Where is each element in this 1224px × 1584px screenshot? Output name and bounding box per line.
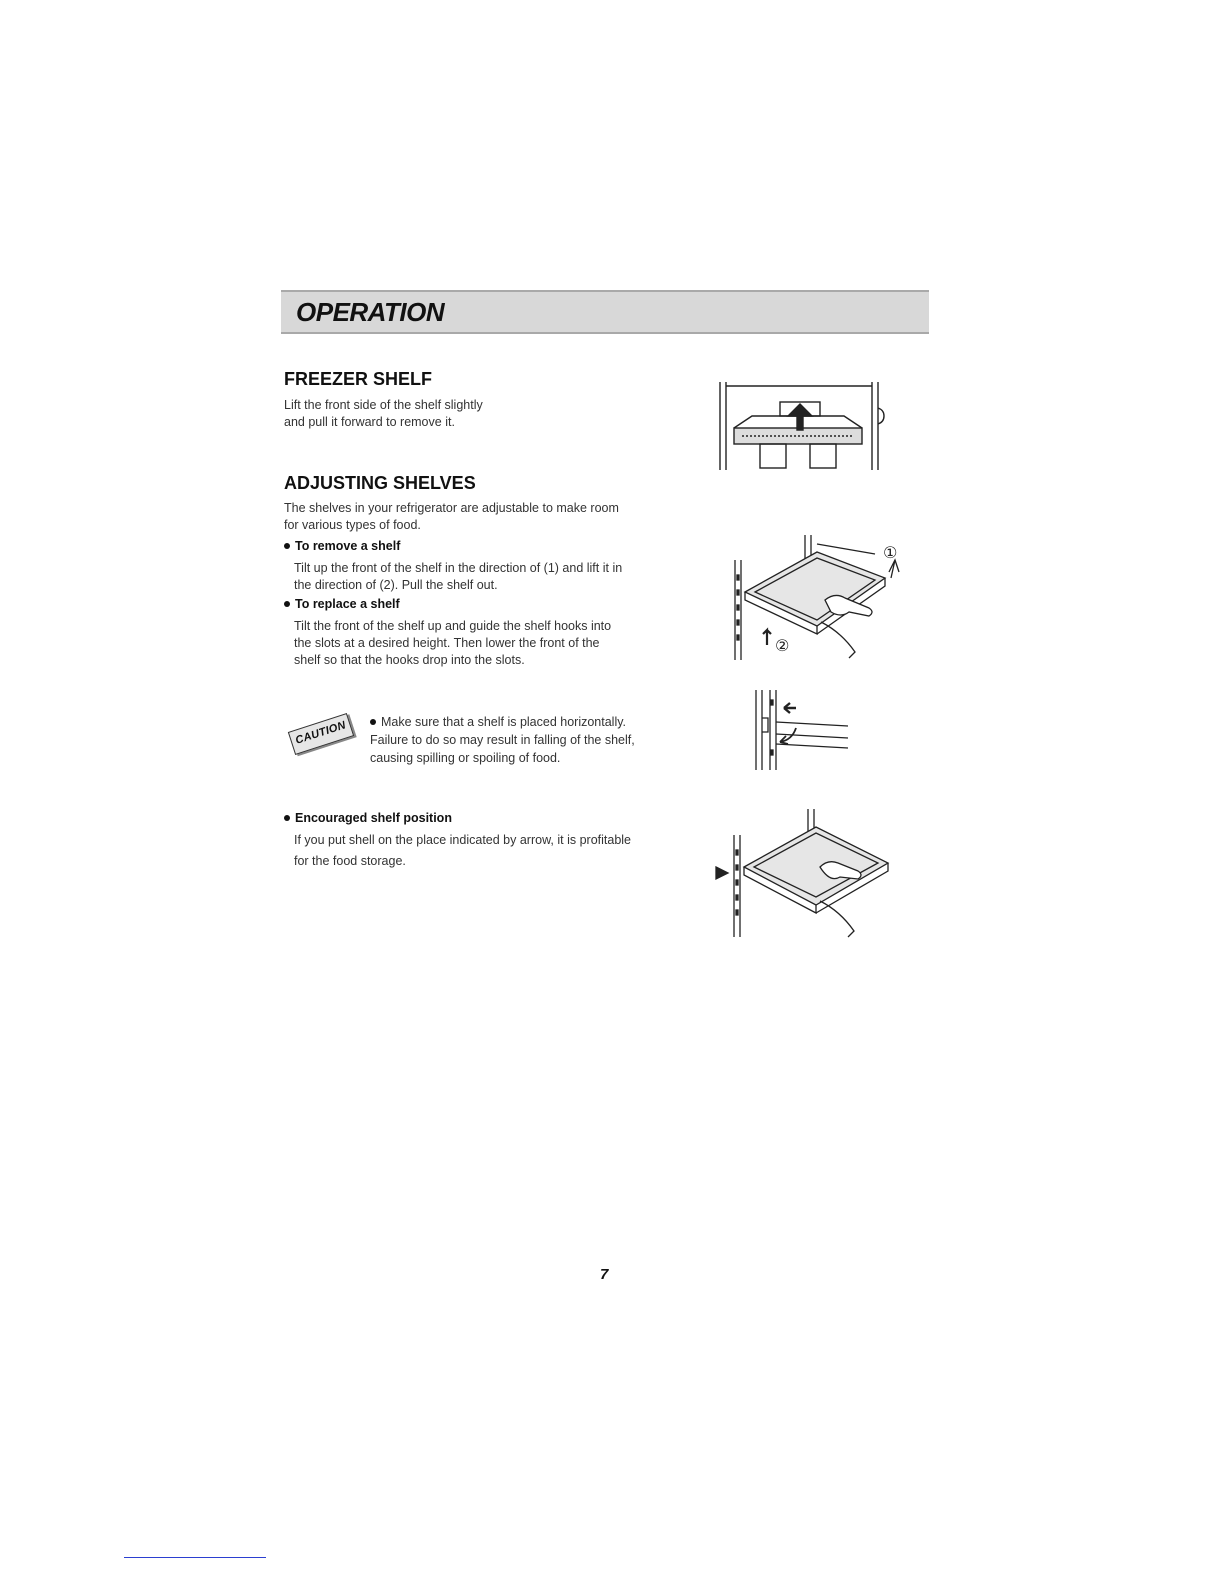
section-header-bar	[281, 290, 929, 334]
adjusting-shelves-heading: ADJUSTING SHELVES	[284, 473, 476, 493]
remove-shelf-title-text: To remove a shelf	[295, 539, 401, 553]
freezer-shelf-line-2: and pull it forward to remove it.	[284, 415, 455, 429]
encouraged-position-illustration	[712, 805, 902, 940]
adjusting-intro-line-2: for various types of food.	[284, 518, 421, 532]
caution-line-1-text: Make sure that a shelf is placed horizontally.	[381, 715, 627, 729]
remove-shelf-line-1: Tilt up the front of the shelf in the direction of (1) and lift it in	[294, 561, 623, 575]
bullet-icon	[284, 601, 290, 607]
replace-shelf-title	[284, 597, 400, 611]
caution-line-2: Failure to do so may result in falling of the shelf,	[370, 733, 635, 747]
caution-line-1	[370, 714, 626, 732]
adjusting-intro-line-1: The shelves in your refrigerator are adjustable to make room	[284, 501, 619, 515]
remove-shelf-title	[284, 539, 400, 553]
freezer-shelf-heading: FREEZER SHELF	[284, 369, 433, 389]
replace-shelf-line-1: Tilt the front of the shelf up and guide the shelf hooks into	[294, 619, 612, 633]
bullet-icon	[284, 815, 290, 821]
encouraged-title	[284, 811, 452, 825]
encouraged-line-2: for the food storage.	[294, 854, 406, 868]
bullet-icon	[370, 719, 376, 725]
remove-shelf-illustration	[725, 530, 915, 665]
remove-shelf-line-2: the direction of (2). Pull the shelf out.	[294, 578, 498, 592]
page-title: OPERATION	[296, 297, 445, 327]
freezer-shelf-illustration	[712, 378, 887, 473]
replace-shelf-title-text: To replace a shelf	[295, 597, 400, 611]
step-2-label: ②	[775, 636, 790, 655]
caution-line-3: causing spilling or spoiling of food.	[370, 751, 561, 765]
freezer-shelf-line-1: Lift the front side of the shelf slightly	[284, 398, 483, 412]
footnote-divider	[124, 1557, 266, 1558]
replace-shelf-line-2: the slots at a desired height. Then lower the front of the	[294, 636, 600, 650]
page-number: 7	[600, 1266, 609, 1283]
caution-badge: CAUTION	[288, 713, 354, 755]
step-1-label: ①	[883, 543, 898, 562]
bullet-icon	[284, 543, 290, 549]
encouraged-title-text: Encouraged shelf position	[295, 811, 452, 825]
replace-shelf-line-3: shelf so that the hooks drop into the slots.	[294, 653, 525, 667]
shelf-hook-illustration	[748, 688, 853, 773]
encouraged-line-1: If you put shell on the place indicated by arrow, it is profitable	[294, 833, 631, 847]
